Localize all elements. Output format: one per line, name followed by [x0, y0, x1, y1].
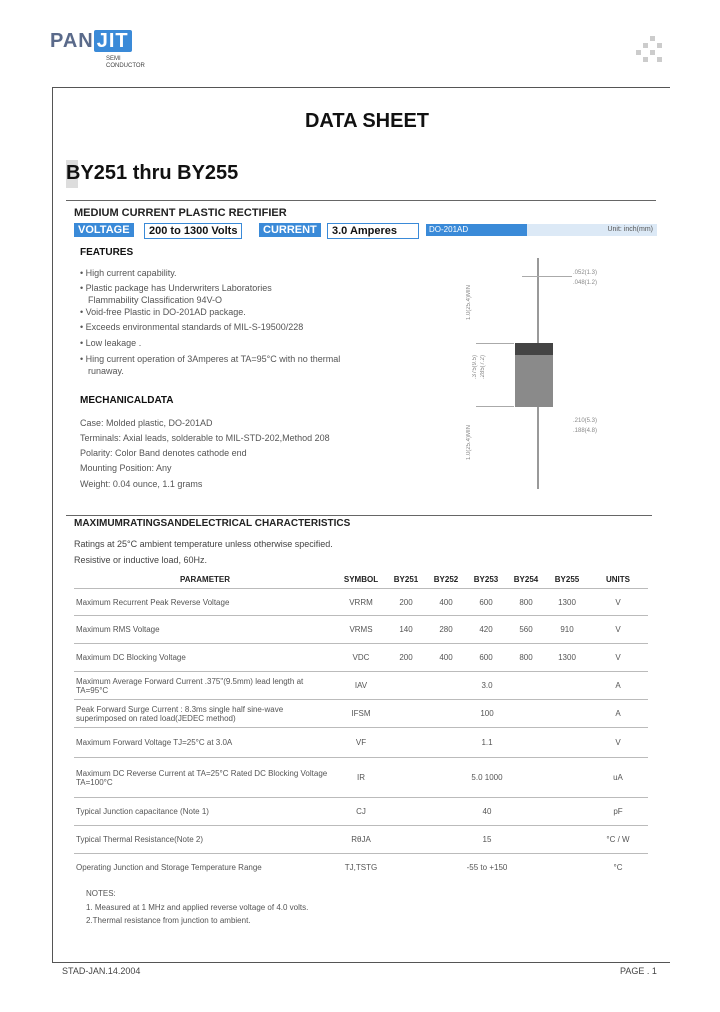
feature-item: • Low leakage .	[80, 338, 142, 348]
feature-item: • Exceeds environmental standards of MIL-S-19500/228	[80, 322, 304, 332]
table-row	[74, 700, 648, 728]
col-header: BY251	[393, 574, 419, 584]
table-row	[74, 758, 648, 798]
col-header: UNITS	[606, 574, 630, 584]
param-cell: Maximum DC Reverse Current at TA=25°C Rated DC Blocking Voltage TA=100°C	[74, 758, 336, 798]
mechanical-title: MECHANICALDATA	[80, 395, 174, 406]
feature-item: runaway.	[88, 366, 124, 376]
col-header: BY255	[554, 574, 580, 584]
voltage-value: 200 to 1300 Volts	[144, 223, 242, 239]
ratings-title: MAXIMUMRATINGSANDELECTRICAL CHARACTERISTICS	[74, 518, 351, 529]
brand-pan: PAN	[50, 30, 94, 52]
mechanical-item: Weight: 0.04 ounce, 1.1 grams	[80, 479, 203, 489]
brand-subtitle	[106, 56, 145, 70]
dim-label: .210(5.3)	[573, 418, 598, 424]
feature-item: • Plastic package has Underwriters Laboratories	[80, 283, 272, 293]
unit-cell: A	[588, 700, 648, 728]
col-header: BY252	[433, 574, 459, 584]
ratings-divider	[66, 515, 652, 516]
value-cell: 800	[506, 589, 546, 616]
ratings-note: Resistive or inductive load, 60Hz.	[74, 555, 208, 565]
feature-item: Flammability Classification 94V-O	[88, 295, 223, 305]
current-label: CURRENT	[259, 223, 321, 237]
table-row	[74, 728, 648, 758]
symbol-cell: VRMS	[336, 616, 386, 644]
dim-line	[476, 406, 514, 407]
brand-logo	[50, 30, 132, 53]
value-cell: 100	[386, 700, 588, 728]
table-row	[74, 644, 648, 672]
unit-cell: °C / W	[588, 826, 648, 854]
unit-cell: pF	[588, 798, 648, 826]
symbol-cell: IR	[336, 758, 386, 798]
product-subtitle: MEDIUM CURRENT PLASTIC RECTIFIER	[74, 207, 287, 219]
param-cell: Peak Forward Surge Current : 8.3ms single half sine-wave superimposed on rated load(JEDEC method)	[74, 700, 336, 728]
dim-line	[522, 276, 572, 277]
dim-label: .285(7.2)	[480, 355, 486, 380]
frame-top-line	[52, 87, 670, 88]
cathode-band	[515, 343, 553, 355]
dim-line	[476, 343, 514, 344]
value-cell: 400	[426, 644, 466, 672]
footer-doc-id: STAD-JAN.14.2004	[62, 966, 141, 976]
features-title: FEATURES	[80, 247, 134, 258]
col-header: SYMBOL	[343, 574, 379, 584]
symbol-cell: RθJA	[336, 826, 386, 854]
value-cell: 3.0	[386, 672, 588, 700]
table-row	[74, 616, 648, 644]
param-cell: Maximum Recurrent Peak Reverse Voltage	[74, 589, 336, 616]
symbol-cell: TJ,TSTG	[336, 854, 386, 882]
value-cell: 600	[466, 589, 506, 616]
unit-cell: uA	[588, 758, 648, 798]
value-cell: 1300	[546, 589, 588, 616]
table-row	[74, 798, 648, 826]
symbol-cell: VF	[336, 728, 386, 758]
feature-item: • Hing current operation of 3Amperes at TA=95°C with no thermal	[80, 354, 341, 364]
dim-label: .188(4.8)	[573, 428, 598, 434]
package-unit: Unit: inch(mm)	[527, 224, 657, 236]
value-cell: 200	[386, 589, 426, 616]
param-cell: Typical Junction capacitance (Note 1)	[74, 798, 336, 826]
col-header: PARAMETER	[179, 574, 231, 584]
table-row	[74, 826, 648, 854]
unit-cell: V	[588, 644, 648, 672]
value-cell: -55 to +150	[386, 854, 588, 882]
brand-jit: JIT	[94, 30, 132, 52]
voltage-label: VOLTAGE	[74, 223, 134, 237]
col-header: BY254	[513, 574, 539, 584]
package-name: DO-201AD	[426, 224, 529, 236]
diode-lead-top	[537, 258, 539, 343]
ratings-table	[74, 570, 648, 882]
note-1: 1. Measured at 1 MHz and applied reverse voltage of 4.0 volts.	[86, 903, 309, 912]
ratings-note: Ratings at 25°C ambient temperature unless otherwise specified.	[74, 539, 333, 549]
unit-cell: A	[588, 672, 648, 700]
value-cell: 560	[506, 616, 546, 644]
mechanical-item: Case: Molded plastic, DO-201AD	[80, 418, 213, 428]
value-cell: 400	[426, 589, 466, 616]
symbol-cell: CJ	[336, 798, 386, 826]
col-header: BY253	[473, 574, 499, 584]
value-cell: 140	[386, 616, 426, 644]
frame-bottom-line	[52, 962, 670, 963]
value-cell: 1300	[546, 644, 588, 672]
value-cell: 800	[506, 644, 546, 672]
table-row	[74, 672, 648, 700]
dim-label: .375(9.5)	[472, 355, 478, 380]
current-value: 3.0 Amperes	[327, 223, 419, 239]
notes-title: NOTES:	[86, 889, 116, 898]
param-cell: Operating Junction and Storage Temperature Range	[74, 854, 336, 882]
param-cell: Typical Thermal Resistance(Note 2)	[74, 826, 336, 854]
mechanical-item: Polarity: Color Band denotes cathode end	[80, 448, 247, 458]
param-cell: Maximum Average Forward Current .375"(9.5mm) lead length at TA=95°C	[74, 672, 336, 700]
mechanical-item: Terminals: Axial leads, solderable to MIL-STD-202,Method 208	[80, 433, 330, 443]
unit-cell: V	[588, 589, 648, 616]
value-cell: 40	[386, 798, 588, 826]
value-cell: 1.1	[386, 728, 588, 758]
brand-sub-line2: CONDUCTOR	[106, 63, 145, 69]
unit-cell: V	[588, 616, 648, 644]
value-cell: 15	[386, 826, 588, 854]
diode-lead-bottom	[537, 407, 539, 489]
page-title: DATA SHEET	[304, 110, 430, 132]
dim-label: .048(1.2)	[573, 280, 598, 286]
param-cell: Maximum Forward Voltage TJ=25°C at 3.0A	[74, 728, 336, 758]
value-cell: 200	[386, 644, 426, 672]
dim-label: .052(1.3)	[573, 270, 598, 276]
dim-label: 1.0(25.4)MIN	[466, 285, 472, 321]
symbol-cell: IFSM	[336, 700, 386, 728]
table-row	[74, 589, 648, 616]
corner-dots-icon	[636, 36, 664, 64]
feature-item: • Void-free Plastic in DO-201AD package.	[80, 307, 246, 317]
value-cell: 5.0 1000	[386, 758, 588, 798]
param-cell: Maximum RMS Voltage	[74, 616, 336, 644]
unit-cell: °C	[588, 854, 648, 882]
value-cell: 280	[426, 616, 466, 644]
value-cell: 420	[466, 616, 506, 644]
mechanical-item: Mounting Position: Any	[80, 463, 172, 473]
part-number: BY251 thru BY255	[66, 162, 239, 184]
section-divider	[66, 200, 656, 201]
value-cell: 910	[546, 616, 588, 644]
footer-page: PAGE . 1	[620, 966, 657, 976]
note-2: 2.Thermal resistance from junction to ambient.	[86, 916, 251, 925]
param-cell: Maximum DC Blocking Voltage	[74, 644, 336, 672]
symbol-cell: VDC	[336, 644, 386, 672]
feature-item: • High current capability.	[80, 268, 177, 278]
symbol-cell: IAV	[336, 672, 386, 700]
table-row	[74, 854, 648, 882]
unit-cell: V	[588, 728, 648, 758]
symbol-cell: VRRM	[336, 589, 386, 616]
frame-left-line	[52, 87, 53, 962]
dim-label: 1.0(25.4)MIN	[466, 425, 472, 461]
value-cell: 600	[466, 644, 506, 672]
brand-sub-line1: SEMI	[106, 56, 121, 62]
